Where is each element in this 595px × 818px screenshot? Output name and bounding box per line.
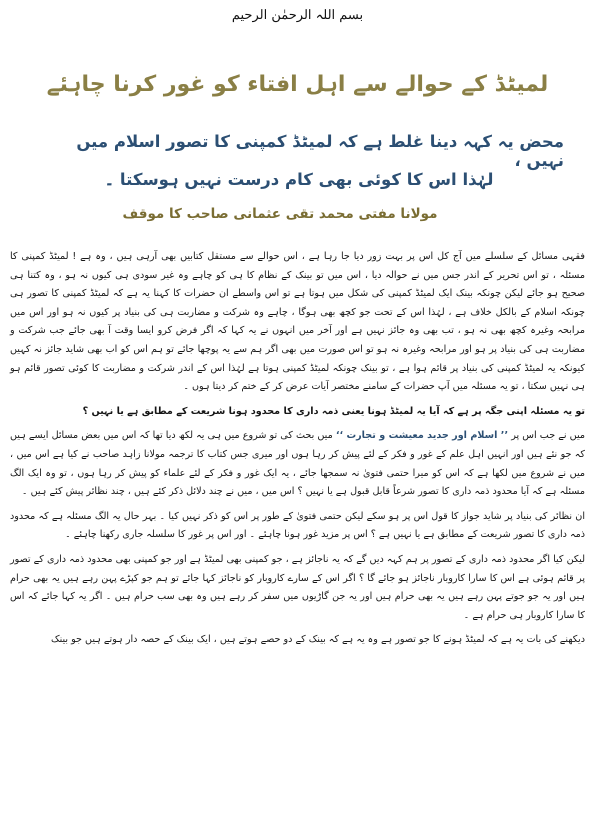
- book-title-reference: ’’ اسلام اور جدید معیشت و تجارت ‘‘: [335, 430, 509, 442]
- basmala: بسم اللہ الرحمٰن الرحیم: [231, 8, 364, 23]
- lead-line-1: محض یہ کہہ دینا غلط ہے کہ لمیٹڈ کمپنی کا تصور اسلام میں نہیں ،: [76, 132, 564, 170]
- paragraph-3-start: میں نے جب اس پر: [508, 430, 585, 442]
- paragraph-4: ان نظائر کی بنیاد پر شاید جواز کا قول اس پر ہو سکے لیکن حتمی فتویٰ کے طور پر اس کو ذکر نہیں کیا ۔ بہر حال یہ الگ مسئلہ ہے کہ محدود ذمہ داری کا تصور شریعت کے مطابق ہے یا نہیں ہے ؟ اس پر مزید غور ہونا چاہئے ۔ اور اس پر غور کا سلسلہ جاری رکھنا چاہئے ۔: [10, 510, 585, 541]
- paragraph-3-rest: میں بحث کی تو شروع میں ہی یہ لکھ دیا تھا کہ اس میں بعض مسائل ایسے ہیں کہ جو نئے ہیں اور انہیں اہل علم کے غور و فکر کے لئے پیش کر رہا ہوں اور میری جس کتاب کا ترجمہ مولانا زاہد صاحب نے کیا ہے اس میں ، میں نے شروع میں لکھا ہے کہ اس کو میرا حتمی فتویٰ نہ سمجھا جائے ، یہ ایک غور و فکر کے لئے علماء کو پیش کر رہا ہوں ، تو وہ ایک الگ مسئلہ ہے کہ آیا محدود ذمہ داری کا تصور شرعاً قابل قبول ہے یا نہیں ؟ اس میں ، میں نے چند دلائل ذکر کئے ہیں ، چند نظائر پیش کئے ہیں ۔: [10, 430, 585, 498]
- paragraph-2-question: تو یہ مسئلہ اپنی جگہ پر ہے کہ آیا یہ لمیٹڈ ہونا یعنی ذمہ داری کا محدود ہونا شریعت کے مطابق ہے یا نہیں ؟: [82, 405, 585, 417]
- lead-line-2: لہٰذا اس کا کوئی بھی کام درست نہیں ہوسکتا ۔: [104, 170, 494, 189]
- author-attribution: مولانا مفتی محمد تقی عثمانی صاحب کا موقف: [122, 206, 438, 222]
- paragraph-5: لیکن کیا اگر محدود ذمہ داری کے تصور پر ہم کہہ دیں گے کہ یہ ناجائز ہے ، جو کمپنی بھی لمیٹڈ ہے اور جو کمپنی بھی محدود ذمہ داری کے تصور پر قائم ہوئی ہے اس کا سارا کاروبار ناجائز ہو جائے گا ؟ اگر اس کے سارے کاروبار کو ناجائز کہا جائے تو ہم جو کپڑے پہن رہے ہیں یہ بھی حرام ہیں اور یہ جو جوتے پہن رہے ہیں یہ بھی حرام ہیں اور یہ جن گاڑیوں میں سفر کر رہے ہیں وہ بھی سب حرام ہیں ۔ اگر یہ کہا جائے کہ اس کا سارا کاروبار ہی حرام ہے ۔: [10, 553, 585, 621]
- article-body: [10, 248, 585, 818]
- article-title: لمیٹڈ کے حوالے سے اہل افتاء کو غور کرنا چاہئے: [46, 72, 549, 97]
- paragraph-1: فقہی مسائل کے سلسلے میں آج کل اس پر بہت زور دیا جا رہا ہے ، اس حوالے سے مستقل کتابیں بھی آرہی ہیں ، وہ ہے ! لمیٹڈ کمپنی کا مسئلہ ، تو اس تحریر کے اندر جس میں نے حوالہ دیا ، اس میں تو بینک کے نظام کا ہی کو چاہے وہ غیر سودی ہی کیوں نہ ہو ، وہ کتنا ہی صحیح ہو جائے لیکن چونکہ بینک ایک لمیٹڈ کمپنی کی شکل میں ہوتا ہے تو اس واسطے ان حضرات کا کہنا یہ ہے کہ لمیٹڈ کمپنی کا تصور ہی چونکہ اسلام کے بالکل خلاف ہے ، لہٰذا اس کے تحت جو کچھ بھی ہوگا ، چاہے وہ شرکت و مضاربت ہی کی بنیاد پر کیوں نہ ہو اور اس میں مرابحہ وغیرہ کچھ بھی نہ ہو ، تب بھی وہ جائز نہیں ہے اور آخر میں انہوں نے یہ کہا کہ اگر فرض کرو ایسا وقت آ بھی جائے جب شرکت و مضاربت ہی کی بنیاد پر ہو اور مرابحہ وغیرہ نہ ہو تو اس صورت میں بھی اگر ہم سے یہ پوچھا جائے تو ہم اس کو اب بھی شاید جائز نہ کہیں کیونکہ یہ لمیٹڈ کمپنی کی بنیاد پر قائم ہوا ہے ، تو بینک چونکہ لمیٹڈ کمپنی ہوتا ہے لہٰذا اس کے اندر شرکت و مضاربت کا کوئی تصور قائم ہو ہی نہیں سکتا ، تو یہ مسئلہ میں آپ حضرات کے سامنے مختصر آیات عرض کر کے ختم کر دیتا ہوں ۔: [10, 251, 585, 393]
- paragraph-3: [10, 427, 585, 501]
- paragraph-6: دیکھنے کی بات یہ ہے کہ لمیٹڈ ہونے کا جو تصور ہے وہ یہ ہے کہ بینک کے دو حصے ہوتے ہیں ، ایک بینک کے حصہ دار ہوتے ہیں جو بینک: [51, 634, 585, 646]
